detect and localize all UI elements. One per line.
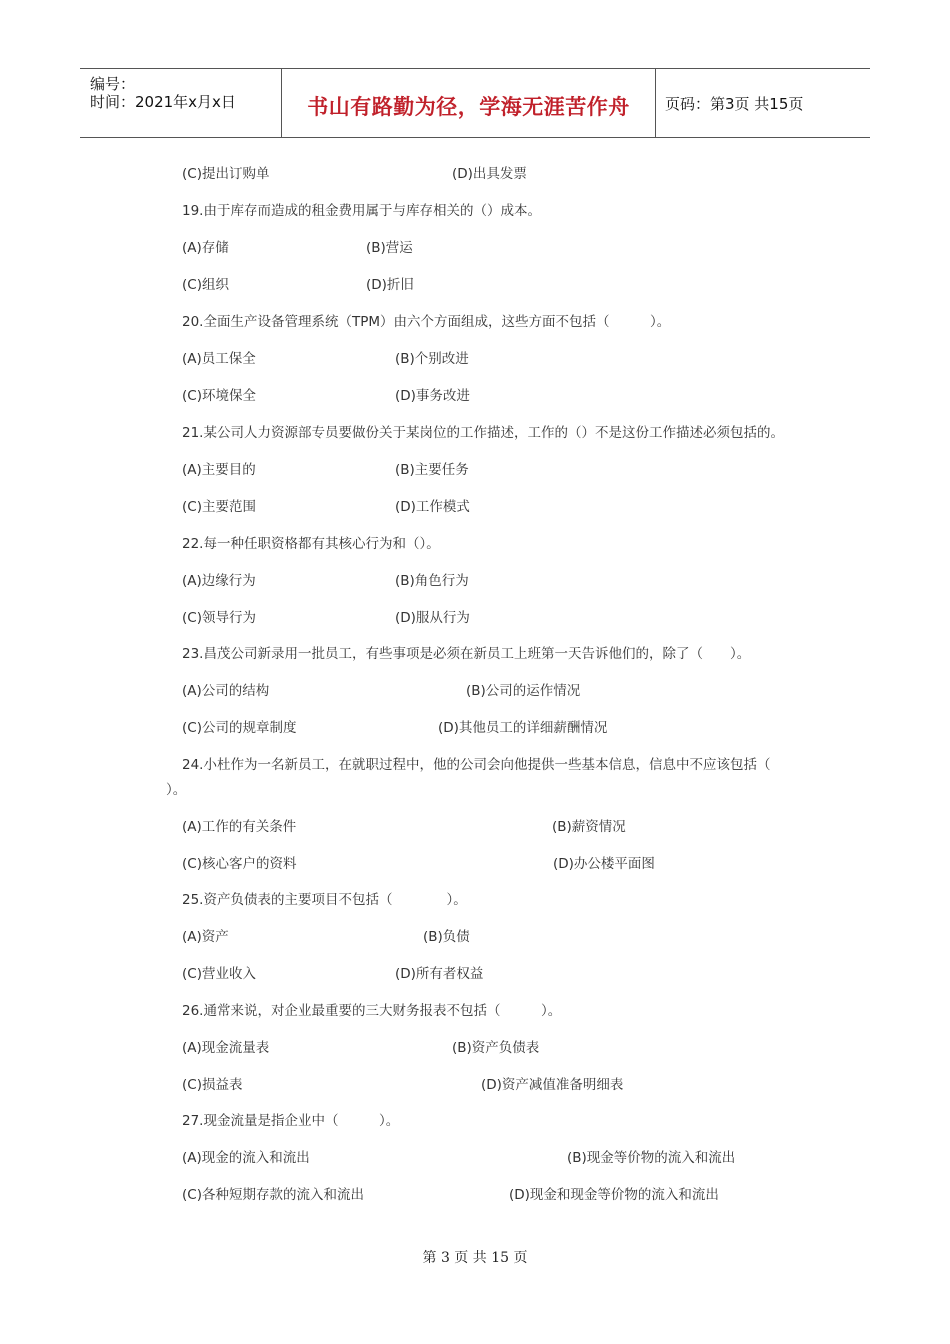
option-b: (B)现金等价物的流入和流出: [567, 1150, 736, 1166]
option-d: (D)事务改进: [395, 388, 470, 404]
question-text: 25.资产负债表的主要项目不包括（ ）。: [182, 892, 467, 908]
option-a: (A)现金的流入和流出: [182, 1150, 310, 1166]
option-a: (A)工作的有关条件: [182, 819, 297, 835]
date-label: 时间：2021年x月x日: [90, 93, 236, 111]
option-d: (D)其他员工的详细薪酬情况: [438, 720, 608, 736]
option-d: (D)服从行为: [395, 610, 470, 626]
option-a: (A)边缘行为: [182, 573, 256, 589]
option-b: (B)营运: [366, 240, 413, 256]
option-a: (A)主要目的: [182, 462, 256, 478]
option-b: (B)负债: [423, 929, 470, 945]
option-d: (D)办公楼平面图: [553, 856, 655, 872]
option-a: (A)存储: [182, 240, 229, 256]
option-a: (A)现金流量表: [182, 1040, 270, 1056]
option-d: (D)出具发票: [452, 166, 527, 182]
header-motto-cell: [281, 69, 656, 137]
question-text: 27.现金流量是指企业中（ ）。: [182, 1113, 400, 1129]
option-c: (C)领导行为: [182, 610, 256, 626]
option-b: (B)个别改进: [395, 351, 469, 367]
option-d: (D)工作模式: [395, 499, 470, 515]
header-left-cell: [80, 69, 280, 137]
option-b: (B)角色行为: [395, 573, 469, 589]
option-b: (B)资产负债表: [452, 1040, 540, 1056]
page-footer: 第 3 页 共 15 页: [422, 1250, 528, 1266]
question-text: 23.昌茂公司新录用一批员工，有些事项是必须在新员工上班第一天告诉他们的，除了（ ）。: [182, 646, 751, 662]
page-header: [80, 68, 870, 138]
option-d: (D)现金和现金等价物的流入和流出: [509, 1187, 719, 1203]
option-c: (C)营业收入: [182, 966, 256, 982]
option-c: (C)公司的规章制度: [182, 720, 297, 736]
header-right-cell: [655, 69, 870, 137]
option-b: (B)主要任务: [395, 462, 469, 478]
option-c: (C)环境保全: [182, 388, 256, 404]
option-a: (A)员工保全: [182, 351, 256, 367]
option-d: (D)折旧: [366, 277, 414, 293]
motto: 书山有路勤为径，学海无涯苦作舟: [307, 95, 630, 119]
option-c: (C)核心客户的资料: [182, 856, 297, 872]
option-c: (C)组织: [182, 277, 229, 293]
option-b: (B)薪资情况: [552, 819, 626, 835]
option-d: (D)资产减值准备明细表: [481, 1077, 624, 1093]
question-text: 22.每一种任职资格都有其核心行为和（）。: [182, 536, 440, 552]
question-text: 24.小杜作为一名新员工，在就职过程中，他的公司会向他提供一些基本信息，信息中不应该包括（: [182, 757, 771, 773]
option-c: (C)主要范围: [182, 499, 256, 515]
page-info: 页码：第3页 共15页: [665, 95, 804, 113]
question-text-continued: ）。: [166, 782, 187, 798]
option-d: (D)所有者权益: [395, 966, 484, 982]
question-text: 20.全面生产设备管理系统（TPM）由六个方面组成，这些方面不包括（ ）。: [182, 314, 671, 330]
option-c: (C)损益表: [182, 1077, 243, 1093]
code-label: 编号：: [90, 75, 136, 93]
question-text: 21.某公司人力资源部专员要做份关于某岗位的工作描述，工作的（）不是这份工作描述必须包括的。: [182, 425, 784, 441]
option-a: (A)资产: [182, 929, 229, 945]
option-c: (C)各种短期存款的流入和流出: [182, 1187, 364, 1203]
option-a: (A)公司的结构: [182, 683, 270, 699]
option-b: (B)公司的运作情况: [466, 683, 581, 699]
question-text: 19.由于库存而造成的租金费用属于与库存相关的（）成本。: [182, 203, 541, 219]
question-text: 26.通常来说，对企业最重要的三大财务报表不包括（ ）。: [182, 1003, 562, 1019]
option-c: (C)提出订购单: [182, 166, 270, 182]
